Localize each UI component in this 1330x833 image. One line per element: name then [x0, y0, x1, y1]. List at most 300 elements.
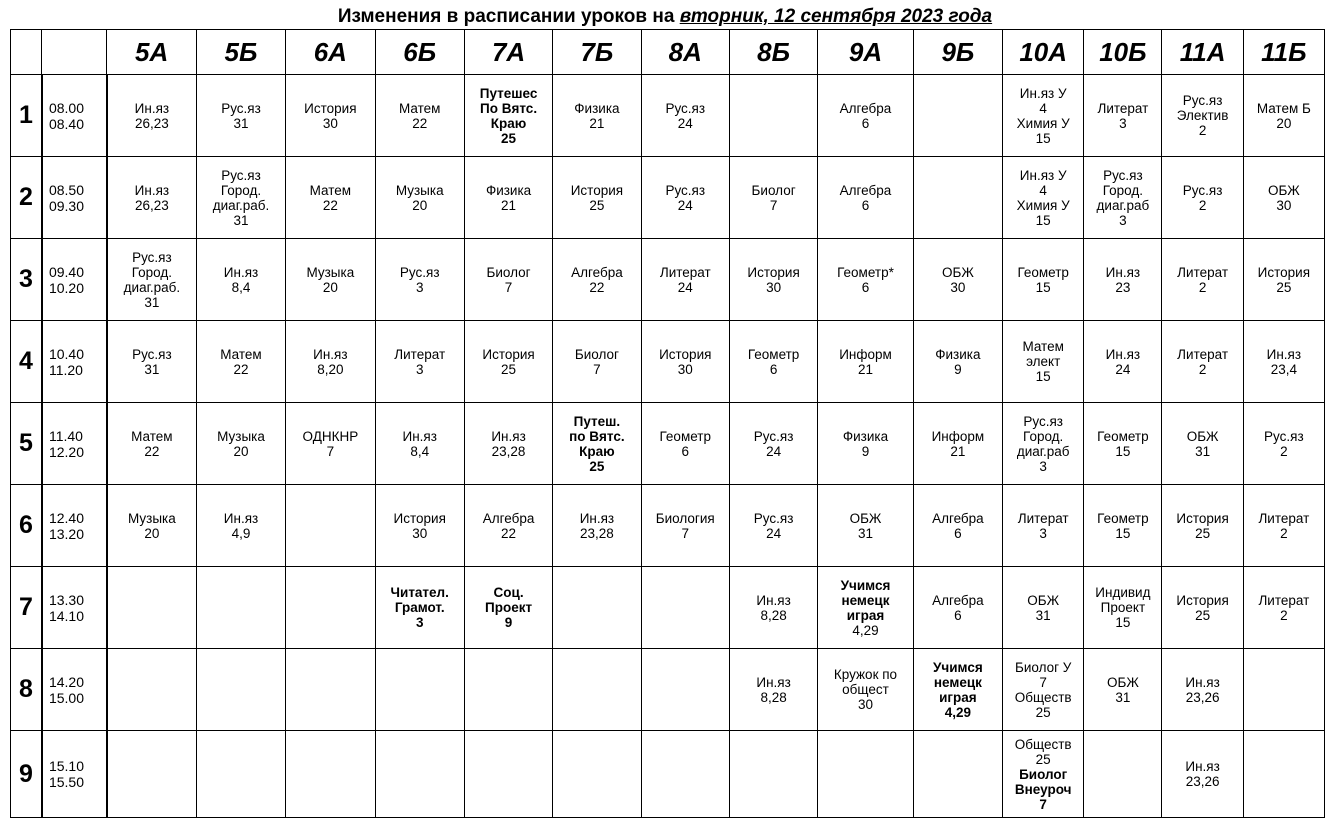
lesson-cell-line: 8,4 — [410, 443, 430, 459]
lesson-cell — [1162, 649, 1243, 731]
lesson-cell-line: Биолог — [751, 182, 796, 198]
lesson-cell-line: 25 — [1276, 279, 1292, 295]
lesson-cell — [553, 649, 641, 731]
class-header: 7Б — [553, 30, 641, 75]
lesson-cell-line: 15 — [1035, 130, 1051, 146]
lesson-end-time: 13.20 — [48, 525, 85, 542]
lesson-cell-line: Геометр — [1017, 264, 1069, 280]
lesson-cell-line: 24 — [766, 443, 782, 459]
lesson-cell — [1084, 567, 1162, 649]
lesson-cell-line: Рус.яз — [1023, 413, 1063, 429]
lesson-cell-line: Рус.яз — [132, 346, 172, 362]
header-corner-time — [42, 30, 107, 75]
lesson-cell — [107, 75, 196, 157]
lesson-cell — [553, 403, 641, 485]
lesson-cell-line: 4,29 — [944, 704, 972, 720]
lesson-cell-line: История — [659, 346, 712, 362]
lesson-cell-line: Ин.яз — [491, 428, 526, 444]
lesson-cell-line: Учимся — [933, 659, 983, 675]
lesson-cell — [1162, 157, 1243, 239]
lesson-cell — [729, 75, 817, 157]
lesson-cell — [375, 239, 464, 321]
lesson-cell — [1003, 649, 1084, 731]
lesson-cell — [1084, 321, 1162, 403]
lesson-cell-line: 20 — [412, 197, 428, 213]
lesson-cell-line: Геометр* — [837, 264, 894, 280]
lesson-cell-line: 25 — [1035, 704, 1051, 720]
lesson-cell-line: 20 — [322, 279, 338, 295]
lesson-cell-line: 3 — [415, 361, 424, 377]
lesson-cell-line: Путешес — [479, 85, 538, 101]
lesson-cell-line: 20 — [144, 525, 160, 541]
lesson-cell-line: 2 — [1280, 443, 1288, 459]
class-header: 6Б — [375, 30, 464, 75]
lesson-time — [42, 157, 107, 239]
lesson-row — [11, 239, 1325, 321]
lesson-cell-line: 7 — [1039, 796, 1047, 812]
lesson-cell-line: Матем Б — [1256, 100, 1311, 116]
lesson-end-time: 09.30 — [48, 197, 85, 214]
lesson-cell-line: Литерат — [1177, 346, 1229, 362]
lesson-cell-line: 9 — [861, 443, 870, 459]
lesson-cell-line: 7 — [769, 197, 778, 213]
lesson-cell-line: История — [482, 346, 535, 362]
lesson-end-time: 11.20 — [48, 361, 83, 378]
title-prefix: Изменения в расписании уроков на — [337, 6, 680, 27]
lesson-cell — [553, 321, 641, 403]
lesson-cell-line: Матем — [1022, 339, 1064, 354]
lesson-start-time: 12.40 — [48, 509, 85, 526]
lesson-cell-line: Ин.яз — [313, 346, 348, 362]
lesson-cell — [1162, 75, 1243, 157]
lesson-cell-line: 3 — [415, 279, 424, 295]
lesson-time — [42, 567, 107, 649]
lesson-cell — [1084, 485, 1162, 567]
lesson-cell — [286, 567, 375, 649]
lesson-cell-line: Геометр — [747, 346, 800, 362]
lesson-cell-line: Город. — [220, 182, 262, 198]
lesson-cell-line: 25 — [501, 130, 517, 146]
lesson-cell-line: Ин.яз — [223, 510, 259, 526]
lesson-cell-line: Физика — [935, 346, 981, 362]
lesson-cell — [641, 649, 729, 731]
class-header: 11Б — [1243, 30, 1324, 75]
lesson-cell-line: элект — [1026, 354, 1061, 369]
lesson-cell-line: 21 — [501, 197, 517, 213]
lesson-cell-line: Физика — [485, 182, 532, 198]
lesson-cell — [913, 731, 1002, 818]
lesson-cell-line: играя — [846, 607, 885, 623]
lesson-number: 5 — [11, 403, 42, 485]
lesson-end-time: 14.10 — [48, 607, 85, 624]
lesson-cell-line: Геометр — [659, 428, 711, 444]
lesson-cell — [464, 321, 552, 403]
lesson-cell-line: 22 — [144, 443, 160, 459]
lesson-cell-line: 23,28 — [491, 443, 526, 459]
lesson-cell-line: Геометр — [1097, 428, 1149, 444]
lesson-cell-line: История — [747, 264, 800, 280]
lesson-cell-line: Алгебра — [932, 592, 984, 608]
lesson-cell-line: 7 — [504, 279, 513, 295]
lesson-cell — [818, 567, 913, 649]
lesson-cell-line: Музыка — [395, 182, 444, 198]
lesson-cell-line: ОДНКНР — [302, 428, 359, 444]
lesson-cell — [286, 75, 375, 157]
lesson-cell-line: Ин.яз — [756, 592, 791, 608]
lesson-cell-line: Краю — [490, 115, 527, 131]
lesson-cell — [1243, 649, 1324, 731]
lesson-cell-line: 23,28 — [580, 525, 614, 541]
lesson-cell-line: Рус.яз — [753, 428, 794, 444]
lesson-cell — [818, 75, 913, 157]
lesson-cell-line: Геометр — [1097, 510, 1149, 526]
lesson-cell-line: 30 — [950, 279, 966, 295]
lesson-cell-line: Рус.яз — [221, 100, 261, 116]
lesson-cell-line: Информ — [839, 346, 892, 362]
lesson-cell-line: Литерат — [1258, 510, 1310, 526]
page-title — [0, 6, 1330, 28]
lesson-cell-line: Рус.яз — [753, 510, 794, 526]
lesson-cell-line: Проект — [1100, 600, 1146, 615]
lesson-cell-line: Рус.яз — [1103, 167, 1143, 183]
lesson-cell — [641, 403, 729, 485]
lesson-cell-line: Матем — [220, 346, 262, 362]
lesson-cell-line: ОБЖ — [1186, 428, 1219, 444]
lesson-cell — [286, 321, 375, 403]
lesson-cell-line: диаг.раб — [1096, 197, 1150, 213]
lesson-cell — [196, 567, 285, 649]
lesson-cell-line: Алгебра — [932, 510, 984, 526]
lesson-cell — [1003, 75, 1084, 157]
lesson-cell-line: Матем — [309, 182, 352, 198]
lesson-cell-line: 22 — [233, 361, 249, 377]
lesson-number: 6 — [11, 485, 42, 567]
lesson-cell — [818, 157, 913, 239]
lesson-cell — [1162, 403, 1243, 485]
lesson-cell — [641, 75, 729, 157]
lesson-cell-line: Проект — [485, 600, 533, 615]
lesson-cell — [1084, 403, 1162, 485]
lesson-cell — [464, 403, 552, 485]
lesson-cell-line: 23 — [1115, 279, 1131, 295]
lesson-cell-line: 9 — [954, 361, 962, 377]
lesson-cell-line: Город. — [1102, 182, 1144, 198]
lesson-cell-line: 26,23 — [134, 115, 169, 131]
lesson-cell-line: 31 — [144, 294, 160, 310]
lesson-time — [42, 485, 107, 567]
lesson-start-time: 10.40 — [48, 345, 85, 362]
lesson-end-time: 15.50 — [48, 774, 85, 790]
lesson-cell-line: 2 — [1198, 123, 1207, 138]
lesson-cell — [375, 157, 464, 239]
lesson-cell-line: 15 — [1115, 615, 1131, 630]
lesson-cell — [464, 485, 552, 567]
lesson-cell-line: 2 — [1198, 197, 1207, 213]
lesson-cell-line: ОБЖ — [941, 264, 974, 280]
lesson-cell — [1003, 731, 1084, 818]
lesson-cell-line: Биолог — [1019, 766, 1068, 782]
lesson-cell-line: 15 — [1115, 525, 1131, 541]
lesson-cell — [1243, 75, 1324, 157]
lesson-cell — [107, 321, 196, 403]
lesson-cell — [913, 649, 1002, 731]
lesson-cell-line: 2 — [1198, 361, 1207, 377]
class-header: 11А — [1162, 30, 1243, 75]
lesson-cell-line: 9 — [504, 615, 513, 630]
lesson-cell-line: Обществ — [1014, 689, 1072, 705]
lesson-cell-line: 22 — [322, 197, 338, 213]
lesson-cell-line: Алгебра — [571, 264, 623, 280]
lesson-number: 2 — [11, 157, 42, 239]
lesson-end-time: 08.40 — [48, 115, 85, 132]
lesson-cell-line: 25 — [1035, 751, 1051, 767]
lesson-cell-line: Ин.яз — [1266, 346, 1302, 362]
lesson-cell-line: 30 — [1276, 197, 1292, 213]
lesson-cell-line: Рус.яз — [1182, 93, 1223, 108]
lesson-cell — [729, 403, 817, 485]
lesson-cell-line: 15 — [1115, 443, 1131, 459]
schedule-table — [10, 29, 1325, 818]
lesson-cell-line: общест — [842, 682, 889, 697]
lesson-cell-line: 24 — [677, 115, 693, 131]
lesson-cell-line: 7 — [681, 525, 689, 541]
lesson-cell-line: Рус.яз — [665, 100, 706, 116]
lesson-end-time: 12.20 — [48, 443, 85, 460]
lesson-cell — [1243, 157, 1324, 239]
lesson-cell — [1162, 567, 1243, 649]
lesson-cell — [196, 485, 285, 567]
lesson-cell-line: 3 — [415, 615, 424, 630]
lesson-cell — [1084, 157, 1162, 239]
lesson-cell-line: ОБЖ — [1106, 674, 1139, 690]
lesson-cell-line: 15 — [1035, 212, 1051, 228]
class-header: 10Б — [1084, 30, 1162, 75]
lesson-cell — [196, 321, 285, 403]
lesson-cell-line: 6 — [769, 361, 778, 377]
lesson-cell-line: Матем — [131, 428, 173, 444]
lesson-cell — [286, 403, 375, 485]
lesson-cell — [1243, 567, 1324, 649]
lesson-cell-line: Читател. — [390, 585, 449, 600]
lesson-cell — [913, 485, 1002, 567]
lesson-cell-line: 15 — [1035, 279, 1051, 295]
lesson-cell — [107, 649, 196, 731]
lesson-cell — [107, 157, 196, 239]
lesson-cell-line: По Вятс. — [480, 100, 538, 116]
lesson-cell-line: по Вятс. — [569, 428, 625, 444]
lesson-cell-line: 24 — [1115, 361, 1131, 377]
lesson-cell-line: 8,4 — [231, 279, 251, 295]
lesson-cell-line: ОБЖ — [1267, 182, 1300, 198]
lesson-cell-line: ОБЖ — [849, 510, 882, 526]
lesson-cell-line: 3 — [1119, 115, 1127, 131]
lesson-cell — [553, 239, 641, 321]
lesson-cell-line: 30 — [766, 279, 782, 295]
lesson-cell — [818, 485, 913, 567]
lesson-cell-line: История — [1176, 592, 1229, 608]
header-corner-num — [11, 30, 42, 75]
lesson-cell — [375, 649, 464, 731]
lesson-cell — [1243, 403, 1324, 485]
lesson-cell — [1003, 567, 1084, 649]
lesson-cell — [729, 567, 817, 649]
lesson-cell — [641, 731, 729, 818]
lesson-cell-line: играя — [939, 689, 977, 705]
lesson-cell — [641, 157, 729, 239]
lesson-cell — [464, 75, 552, 157]
class-header: 5Б — [196, 30, 285, 75]
lesson-cell — [1003, 403, 1084, 485]
lesson-time — [42, 239, 107, 321]
lesson-cell — [196, 239, 285, 321]
lesson-cell — [729, 731, 817, 818]
lesson-time — [42, 75, 107, 157]
lesson-cell — [553, 731, 641, 818]
lesson-cell — [107, 731, 196, 818]
lesson-cell-line: 6 — [954, 525, 962, 541]
lesson-row — [11, 75, 1325, 157]
lesson-cell-line: Алгебра — [839, 182, 892, 198]
lesson-cell-line: 31 — [144, 361, 160, 377]
lesson-cell-line: 31 — [857, 525, 873, 541]
lesson-cell — [1162, 239, 1243, 321]
lesson-cell-line: Литерат — [1258, 592, 1310, 608]
lesson-cell-line: Ин.яз — [223, 264, 259, 280]
lesson-cell — [553, 567, 641, 649]
lesson-cell-line: Рус.яз — [1182, 182, 1223, 198]
lesson-cell-line: 6 — [861, 115, 870, 131]
lesson-cell-line: диаг.раб. — [123, 279, 181, 295]
lesson-number: 9 — [11, 731, 42, 818]
lesson-cell-line: 24 — [677, 279, 693, 295]
lesson-cell-line: 15 — [1035, 369, 1051, 384]
lesson-cell-line: История — [393, 510, 446, 526]
lesson-row — [11, 403, 1325, 485]
lesson-start-time: 08.00 — [48, 99, 85, 116]
lesson-cell — [286, 649, 375, 731]
lesson-cell — [286, 485, 375, 567]
lesson-cell-line: Рус.яз — [221, 167, 261, 183]
lesson-cell-line: 6 — [954, 607, 962, 623]
lesson-time — [42, 321, 107, 403]
lesson-cell — [464, 731, 552, 818]
lesson-cell-line: 31 — [1115, 689, 1131, 705]
lesson-cell — [641, 567, 729, 649]
lesson-cell — [553, 485, 641, 567]
lesson-cell — [375, 403, 464, 485]
lesson-cell-line: 25 — [589, 197, 605, 213]
class-header: 8Б — [729, 30, 817, 75]
lesson-cell-line: Литерат — [1097, 100, 1149, 116]
lesson-cell-line: 22 — [501, 525, 517, 541]
lesson-cell — [641, 485, 729, 567]
lesson-cell-line: Матем — [398, 100, 441, 116]
lesson-cell-line: 3 — [1039, 458, 1047, 474]
lesson-cell-line: 20 — [1276, 115, 1292, 131]
lesson-cell-line: Ин.яз — [1185, 759, 1220, 774]
lesson-cell-line: Литерат — [1017, 510, 1069, 526]
lesson-cell-line: 30 — [677, 361, 693, 377]
lesson-cell-line: 31 — [1035, 607, 1051, 623]
lesson-cell-line: 6 — [861, 197, 870, 213]
lesson-cell-line: немецк — [933, 674, 982, 690]
lesson-cell-line: Индивид — [1095, 585, 1151, 600]
lesson-cell — [818, 731, 913, 818]
lesson-cell-line: 31 — [233, 115, 249, 131]
lesson-cell-line: 21 — [589, 115, 605, 131]
lesson-cell — [729, 321, 817, 403]
lesson-cell — [913, 567, 1002, 649]
lesson-cell — [913, 157, 1002, 239]
lesson-cell-line: Ин.яз — [1185, 674, 1220, 690]
lesson-cell — [107, 239, 196, 321]
lesson-cell-line: 3 — [1119, 212, 1127, 228]
lesson-cell-line: Рус.яз — [1264, 428, 1304, 444]
lesson-row — [11, 649, 1325, 731]
lesson-cell-line: Рус.яз — [665, 182, 706, 198]
lesson-cell-line: 31 — [233, 212, 249, 228]
lesson-cell-line: 2 — [1198, 279, 1207, 295]
lesson-cell-line: 2 — [1280, 607, 1288, 623]
lesson-cell — [1162, 485, 1243, 567]
lesson-cell — [375, 567, 464, 649]
class-header: 9А — [818, 30, 913, 75]
lesson-cell-line: Музыка — [306, 264, 355, 280]
lesson-cell — [464, 157, 552, 239]
lesson-cell — [286, 157, 375, 239]
lesson-cell-line: диаг.раб. — [212, 197, 270, 213]
lesson-cell — [729, 157, 817, 239]
lesson-cell — [818, 403, 913, 485]
class-header: 6А — [286, 30, 375, 75]
lesson-cell — [1162, 321, 1243, 403]
lesson-cell-line: История — [304, 100, 357, 116]
lesson-cell-line: Ин.яз — [579, 510, 615, 526]
lesson-cell-line: Ин.яз У — [1019, 167, 1067, 183]
lesson-cell-line: Внеуроч — [1014, 781, 1072, 797]
lesson-cell-line: Биология — [655, 510, 715, 526]
lesson-time — [42, 649, 107, 731]
lesson-cell — [818, 239, 913, 321]
lesson-cell-line: Ин.яз — [134, 182, 170, 198]
lesson-start-time: 14.20 — [48, 673, 85, 690]
lesson-cell-line: 23,4 — [1270, 361, 1297, 377]
class-header: 9Б — [913, 30, 1002, 75]
lesson-cell — [107, 485, 196, 567]
lesson-cell-line: Город. — [1023, 428, 1064, 444]
lesson-cell — [196, 403, 285, 485]
lesson-start-time: 08.50 — [48, 181, 85, 198]
lesson-cell-line: Рус.яз — [132, 249, 172, 265]
lesson-start-time: 15.10 — [48, 758, 85, 774]
lesson-cell-line: 7 — [593, 361, 601, 377]
lesson-time — [42, 403, 107, 485]
lesson-cell — [729, 649, 817, 731]
lesson-cell-line: 8,20 — [317, 361, 344, 377]
lesson-cell-line: Грамот. — [394, 600, 445, 615]
lesson-cell-line: Учимся — [840, 577, 891, 593]
lesson-cell-line: Ин.яз — [134, 100, 170, 116]
lesson-cell-line: 25 — [1195, 525, 1211, 541]
lesson-cell — [553, 157, 641, 239]
lesson-cell-line: Литерат — [1177, 264, 1229, 280]
lesson-cell-line: 22 — [589, 279, 605, 295]
lesson-cell — [375, 75, 464, 157]
lesson-cell — [913, 403, 1002, 485]
lesson-cell-line: 30 — [412, 525, 428, 541]
lesson-cell-line: Ин.яз — [1105, 346, 1141, 362]
lesson-cell — [1084, 649, 1162, 731]
